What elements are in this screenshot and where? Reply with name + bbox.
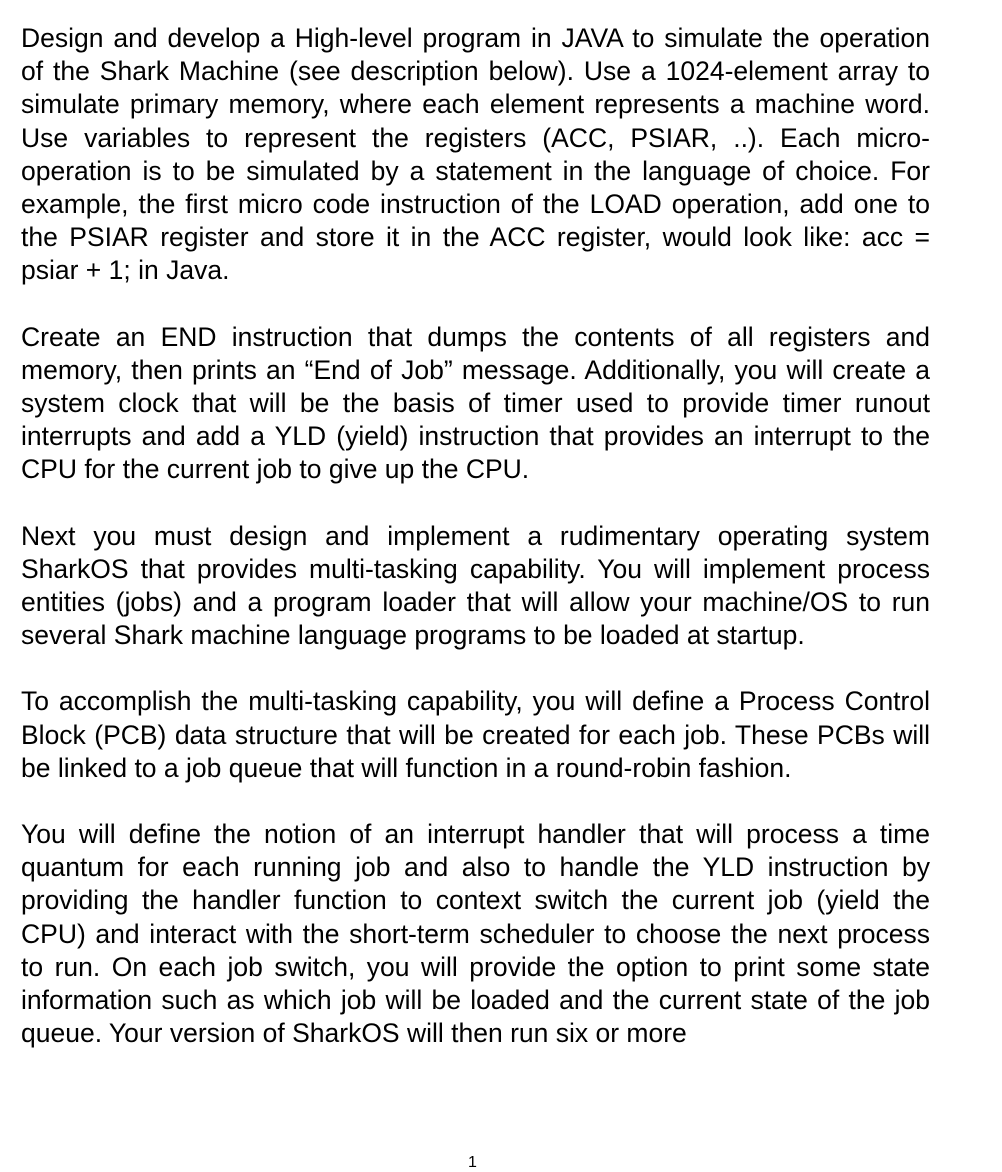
paragraph-pcb: To accomplish the multi-tasking capability, you will define a Process Control Block (PCB) data structure that will be created for each job. These PCBs will be linked to a job queue that will function in a round-robin fashion. xyxy=(21,686,930,783)
paragraph-interrupt-handler: You will define the notion of an interrupt handler that will process a time quantum for each running job and also to handle the YLD instruction by providing the handler function to context switch the current job (yield the CPU) and interact with the short-term scheduler to choose the next process to run. On each job switch, you will provide the option to print some state information such as which job will be loaded and the current state of the job queue. Your version of SharkOS will then run six or more xyxy=(21,819,930,1049)
page-number: 1 xyxy=(468,1154,477,1171)
document-page xyxy=(21,22,930,1050)
paragraph-end-instruction: Create an END instruction that dumps the contents of all registers and memory, then prints an “End of Job” message. Additionally, you will create a system clock that will be the basis of timer used to provide timer runout interrupts and add a YLD (yield) instruction that provides an interrupt to the CPU for the current job to give up the CPU. xyxy=(21,321,930,485)
paragraph-simulator-intro: Design and develop a High-level program in JAVA to simulate the operation of the Shark Machine (see description below). Use a 1024-element array to simulate primary memory, where each element represents a machine word. Use variables to represent the registers (ACC, PSIAR, ..). Each micro-operation is to be simulated by a statement in the language of choice. For example, the first micro code instruction of the LOAD operation, add one to the PSIAR register and store it in the ACC register, would look like: acc = psiar + 1; in Java. xyxy=(21,23,930,286)
paragraph-sharkos: Next you must design and implement a rudimentary operating system SharkOS that provides multi-tasking capability. You will implement process entities (jobs) and a program loader that will allow your machine/OS to run several Shark machine language programs to be loaded at startup. xyxy=(21,520,930,651)
